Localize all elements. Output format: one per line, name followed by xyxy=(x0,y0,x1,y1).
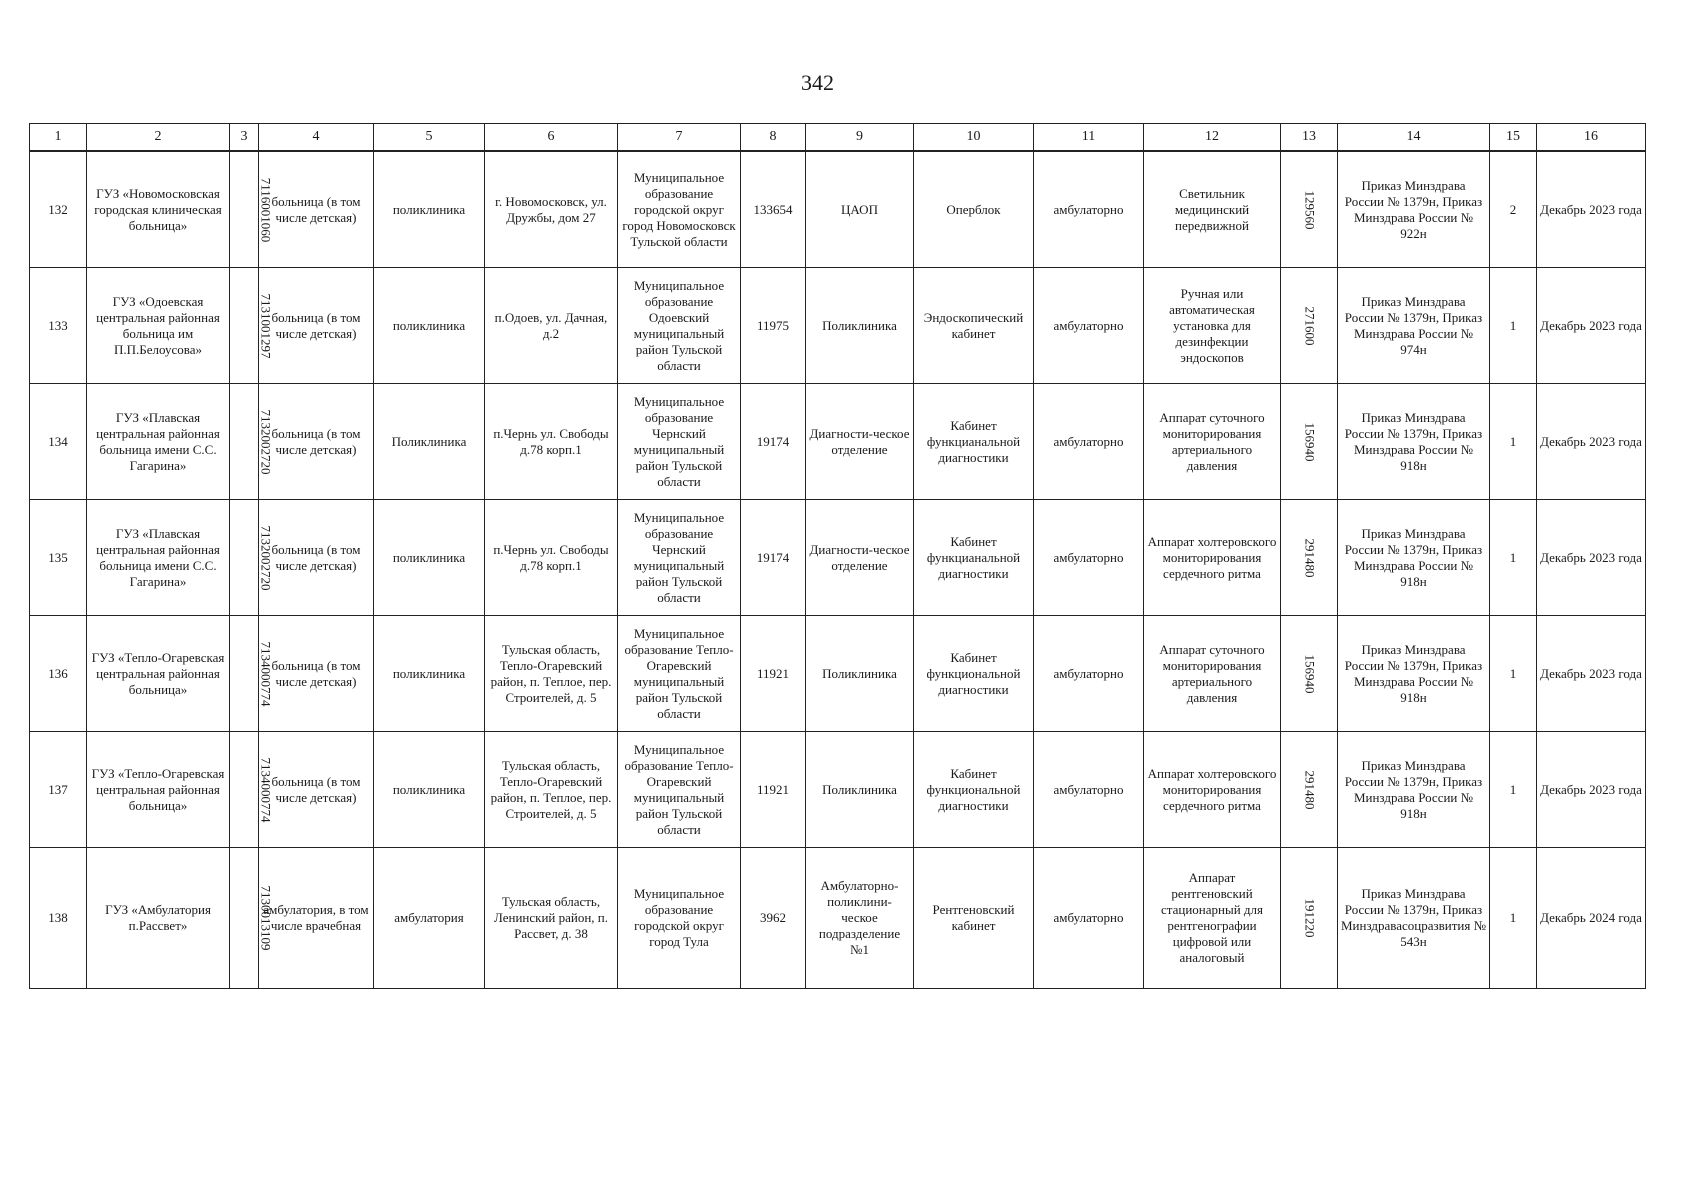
department-cell: Поликлиника xyxy=(806,268,914,384)
address-cell: г. Новомосковск, ул. Дружбы, дом 27 xyxy=(485,151,618,268)
price-cell xyxy=(1281,732,1338,848)
care-condition-cell: амбулаторно xyxy=(1034,848,1144,989)
regulation-cell: Приказ Минздрава России № 1379н, Приказ Минздрава России № 918н xyxy=(1338,500,1490,616)
department-cell: Амбулаторно-поликлини-ческое подразделение №1 xyxy=(806,848,914,989)
row-number-cell: 136 xyxy=(30,616,87,732)
deadline-cell: Декабрь 2023 года xyxy=(1537,500,1646,616)
column-header-4: 4 xyxy=(259,124,374,152)
address-cell: Тульская область, Тепло-Огаревский район, п. Теплое, пер. Строителей, д. 5 xyxy=(485,732,618,848)
care-condition-cell: амбулаторно xyxy=(1034,616,1144,732)
quantity-cell: 1 xyxy=(1490,500,1537,616)
regulation-cell: Приказ Минздрава России № 1379н, Приказ Минздравасоцразвития № 543н xyxy=(1338,848,1490,989)
equipment-name-cell: Аппарат холтеровского мониторирования сердечного ритма xyxy=(1144,732,1281,848)
municipality-cell: Муниципальное образование городской округ город Новомосковск Тульской области xyxy=(618,151,741,268)
price-text: 271600 xyxy=(1302,306,1317,345)
row-number-cell: 134 xyxy=(30,384,87,500)
column-header-14: 14 xyxy=(1338,124,1490,152)
institution-name-cell: ГУЗ «Плавская центральная районная больница имени С.С. Гагарина» xyxy=(87,384,230,500)
room-cell: Кабинет функцианальной диагностики xyxy=(914,384,1034,500)
regulation-cell: Приказ Минздрава России № 1379н, Приказ Минздрава России № 918н xyxy=(1338,384,1490,500)
regulation-cell: Приказ Минздрава России № 1379н, Приказ Минздрава России № 918н xyxy=(1338,732,1490,848)
column-header-15: 15 xyxy=(1490,124,1537,152)
deadline-cell: Декабрь 2024 года xyxy=(1537,848,1646,989)
table-row xyxy=(30,268,1646,384)
column-header-9: 9 xyxy=(806,124,914,152)
price-cell xyxy=(1281,848,1338,989)
municipality-cell: Муниципальное образование городской округ город Тула xyxy=(618,848,741,989)
row-number-cell: 133 xyxy=(30,268,87,384)
subdivision-type-cell: амбулатория xyxy=(374,848,485,989)
population-cell: 19174 xyxy=(741,384,806,500)
column-header-12: 12 xyxy=(1144,124,1281,152)
column-header-6: 6 xyxy=(485,124,618,152)
equipment-table xyxy=(29,123,1646,989)
population-cell: 11975 xyxy=(741,268,806,384)
institution-type-cell: больница (в том числе детская) xyxy=(259,732,374,848)
institution-type-cell: больница (в том числе детская) xyxy=(259,616,374,732)
subdivision-type-cell: поликлиника xyxy=(374,616,485,732)
subdivision-type-cell: поликлиника xyxy=(374,500,485,616)
municipality-cell: Муниципальное образование Одоевский муниципальный район Тульской области xyxy=(618,268,741,384)
equipment-name-cell: Аппарат суточного мониторирования артериального давления xyxy=(1144,384,1281,500)
price-text: 156940 xyxy=(1302,422,1317,461)
department-cell: Поликлиника xyxy=(806,732,914,848)
institution-type-cell: больница (в том числе детская) xyxy=(259,268,374,384)
institution-type-cell: амбулатория, в том числе врачебная xyxy=(259,848,374,989)
population-cell: 19174 xyxy=(741,500,806,616)
page-number: 342 xyxy=(801,70,834,95)
column-header-11: 11 xyxy=(1034,124,1144,152)
price-text: 291480 xyxy=(1302,538,1317,577)
care-condition-cell: амбулаторно xyxy=(1034,500,1144,616)
care-condition-cell: амбулаторно xyxy=(1034,732,1144,848)
price-cell xyxy=(1281,616,1338,732)
price-text: 129560 xyxy=(1302,190,1317,229)
row-number-cell: 135 xyxy=(30,500,87,616)
care-condition-cell: амбулаторно xyxy=(1034,384,1144,500)
inn-code-cell xyxy=(230,384,274,500)
population-cell: 3962 xyxy=(741,848,806,989)
table-row xyxy=(30,848,1646,989)
inn-code-text: 7132002720 xyxy=(258,409,274,474)
subdivision-type-cell: поликлиника xyxy=(374,268,485,384)
table-row xyxy=(30,732,1646,848)
column-header-16: 16 xyxy=(1537,124,1646,152)
address-cell: Тульская область, Тепло-Огаревский район, п. Теплое, пер. Строителей, д. 5 xyxy=(485,616,618,732)
institution-type-cell: больница (в том числе детская) xyxy=(259,384,374,500)
inn-code-text: 7130013109 xyxy=(258,885,274,951)
municipality-cell: Муниципальное образование Чернский муниципальный район Тульской области xyxy=(618,500,741,616)
equipment-name-cell: Ручная или автоматическая установка для дезинфекции эндоскопов xyxy=(1144,268,1281,384)
price-text: 291480 xyxy=(1302,770,1317,809)
inn-code-text: 7134000774 xyxy=(258,641,274,706)
quantity-cell: 2 xyxy=(1490,151,1537,268)
institution-name-cell: ГУЗ «Плавская центральная районная больница имени С.С. Гагарина» xyxy=(87,500,230,616)
institution-name-cell: ГУЗ «Тепло-Огаревская центральная районная больница» xyxy=(87,616,230,732)
price-text: 156940 xyxy=(1302,654,1317,693)
column-header-3: 3 xyxy=(230,124,259,152)
inn-code-text: 7116001060 xyxy=(258,177,274,242)
inn-code-cell xyxy=(230,268,274,384)
department-cell: Диагности-ческое отделение xyxy=(806,384,914,500)
institution-type-cell: больница (в том числе детская) xyxy=(259,500,374,616)
institution-type-cell: больница (в том числе детская) xyxy=(259,151,374,268)
address-cell: п.Чернь ул. Свободы д.78 корп.1 xyxy=(485,500,618,616)
room-cell: Кабинет функциональной диагностики xyxy=(914,616,1034,732)
column-header-2: 2 xyxy=(87,124,230,152)
quantity-cell: 1 xyxy=(1490,268,1537,384)
address-cell: п.Чернь ул. Свободы д.78 корп.1 xyxy=(485,384,618,500)
quantity-cell: 1 xyxy=(1490,616,1537,732)
table-row xyxy=(30,616,1646,732)
room-cell: Кабинет функцианальной диагностики xyxy=(914,500,1034,616)
table-row xyxy=(30,500,1646,616)
room-cell: Рентгеновский кабинет xyxy=(914,848,1034,989)
equipment-name-cell: Аппарат холтеровского мониторирования сердечного ритма xyxy=(1144,500,1281,616)
row-number-cell: 137 xyxy=(30,732,87,848)
department-cell: Поликлиника xyxy=(806,616,914,732)
municipality-cell: Муниципальное образование Чернский муниципальный район Тульской области xyxy=(618,384,741,500)
inn-code-cell xyxy=(230,848,274,989)
equipment-name-cell: Аппарат рентгеновский стационарный для рентгенографии цифровой или аналоговый xyxy=(1144,848,1281,989)
inn-code-cell xyxy=(230,151,274,268)
institution-name-cell: ГУЗ «Амбулатория п.Рассвет» xyxy=(87,848,230,989)
department-cell: ЦАОП xyxy=(806,151,914,268)
address-cell: Тульская область, Ленинский район, п. Рассвет, д. 38 xyxy=(485,848,618,989)
price-cell xyxy=(1281,384,1338,500)
municipality-cell: Муниципальное образование Тепло-Огаревский муниципальный район Тульской области xyxy=(618,616,741,732)
room-cell: Кабинет функциональной диагностики xyxy=(914,732,1034,848)
room-cell: Эндоскопический кабинет xyxy=(914,268,1034,384)
inn-code-text: 7132002720 xyxy=(258,525,274,590)
deadline-cell: Декабрь 2023 года xyxy=(1537,151,1646,268)
row-number-cell: 132 xyxy=(30,151,87,268)
equipment-name-cell: Светильник медицинский передвижной xyxy=(1144,151,1281,268)
quantity-cell: 1 xyxy=(1490,732,1537,848)
room-cell: Оперблок xyxy=(914,151,1034,268)
deadline-cell: Декабрь 2023 года xyxy=(1537,616,1646,732)
inn-code-text: 7134000774 xyxy=(258,757,274,822)
column-header-7: 7 xyxy=(618,124,741,152)
column-header-5: 5 xyxy=(374,124,485,152)
deadline-cell: Декабрь 2023 года xyxy=(1537,384,1646,500)
price-cell xyxy=(1281,500,1338,616)
regulation-cell: Приказ Минздрава России № 1379н, Приказ Минздрава России № 918н xyxy=(1338,616,1490,732)
department-cell: Диагности-ческое отделение xyxy=(806,500,914,616)
inn-code-cell xyxy=(230,616,274,732)
population-cell: 11921 xyxy=(741,616,806,732)
header-row xyxy=(30,124,1646,152)
subdivision-type-cell: Поликлиника xyxy=(374,384,485,500)
price-cell xyxy=(1281,268,1338,384)
care-condition-cell: амбулаторно xyxy=(1034,151,1144,268)
column-header-13: 13 xyxy=(1281,124,1338,152)
column-header-1: 1 xyxy=(30,124,87,152)
institution-name-cell: ГУЗ «Тепло-Огаревская центральная районная больница» xyxy=(87,732,230,848)
price-text: 191220 xyxy=(1302,898,1317,938)
quantity-cell: 1 xyxy=(1490,384,1537,500)
institution-name-cell: ГУЗ «Одоевская центральная районная больница им П.П.Белоусова» xyxy=(87,268,230,384)
price-cell xyxy=(1281,151,1338,268)
population-cell: 133654 xyxy=(741,151,806,268)
equipment-name-cell: Аппарат суточного мониторирования артериального давления xyxy=(1144,616,1281,732)
care-condition-cell: амбулаторно xyxy=(1034,268,1144,384)
subdivision-type-cell: поликлиника xyxy=(374,732,485,848)
regulation-cell: Приказ Минздрава России № 1379н, Приказ Минздрава России № 974н xyxy=(1338,268,1490,384)
regulation-cell: Приказ Минздрава России № 1379н, Приказ Минздрава России № 922н xyxy=(1338,151,1490,268)
quantity-cell: 1 xyxy=(1490,848,1537,989)
column-header-8: 8 xyxy=(741,124,806,152)
subdivision-type-cell: поликлиника xyxy=(374,151,485,268)
institution-name-cell: ГУЗ «Новомосковская городская клиническая больница» xyxy=(87,151,230,268)
table-row xyxy=(30,384,1646,500)
municipality-cell: Муниципальное образование Тепло-Огаревский муниципальный район Тульской области xyxy=(618,732,741,848)
column-header-10: 10 xyxy=(914,124,1034,152)
inn-code-text: 7131001297 xyxy=(258,293,274,358)
row-number-cell: 138 xyxy=(30,848,87,989)
inn-code-cell xyxy=(230,732,274,848)
address-cell: п.Одоев, ул. Дачная, д.2 xyxy=(485,268,618,384)
deadline-cell: Декабрь 2023 года xyxy=(1537,268,1646,384)
inn-code-cell xyxy=(230,500,274,616)
deadline-cell: Декабрь 2023 года xyxy=(1537,732,1646,848)
population-cell: 11921 xyxy=(741,732,806,848)
table-row xyxy=(30,151,1646,268)
